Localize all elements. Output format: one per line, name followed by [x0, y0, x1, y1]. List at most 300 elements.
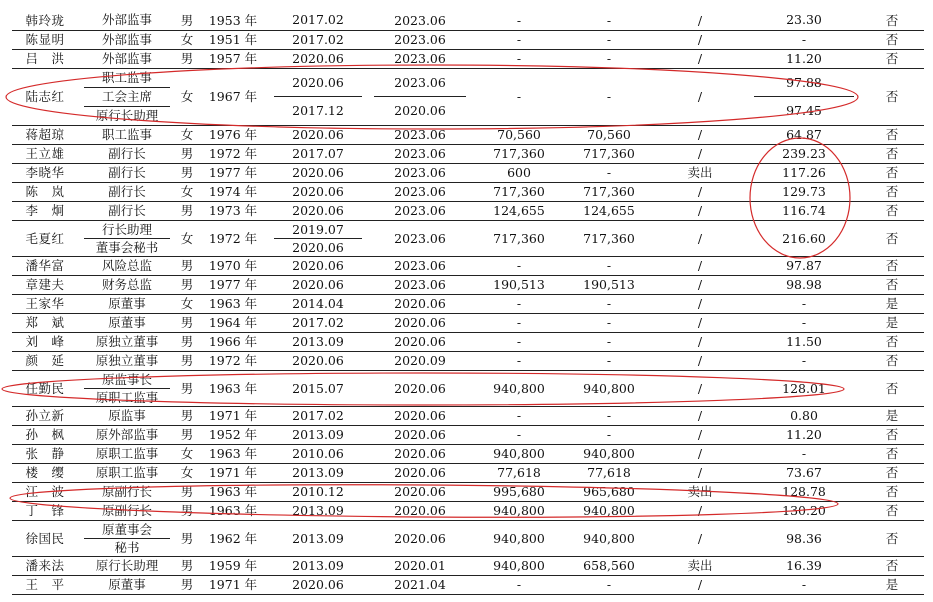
- compensation-cell: [748, 275, 860, 294]
- name-cell: 孙 枫: [12, 425, 78, 444]
- position-cell-line: 原外部监事: [95, 426, 159, 442]
- position-cell-line: 财务总监: [101, 276, 152, 292]
- term-start-cell-line: 2010.06: [292, 445, 344, 461]
- gender-cell: 男: [176, 49, 198, 68]
- position-cell: [78, 201, 176, 220]
- change-reason-cell: /: [652, 520, 748, 556]
- term-start-cell: [268, 182, 368, 201]
- term-end-cell: 2020.06: [368, 294, 472, 313]
- related-party-cell: 是: [860, 575, 924, 594]
- related-party-cell: 否: [860, 125, 924, 144]
- related-party-cell: 是: [860, 294, 924, 313]
- related-party-cell: 是: [860, 406, 924, 425]
- gender-cell: 男: [176, 370, 198, 406]
- table-row: [12, 406, 924, 425]
- compensation-cell-line: 16.39: [786, 557, 822, 573]
- position-cell: [78, 294, 176, 313]
- term-start-cell: [268, 332, 368, 351]
- shares-end-cell: 717,360: [566, 220, 652, 256]
- change-reason-cell: 卖出: [652, 556, 748, 575]
- table-row: [12, 201, 924, 220]
- position-cell: [78, 163, 176, 182]
- term-start-cell-line: 2017.07: [292, 145, 344, 161]
- position-cell: [78, 370, 176, 406]
- table-row: [12, 370, 924, 406]
- term-start-cell: [268, 294, 368, 313]
- term-start-cell: [268, 275, 368, 294]
- term-end-cell: 2020.06: [368, 444, 472, 463]
- change-reason-cell: 卖出: [652, 482, 748, 501]
- compensation-cell-line: 129.73: [782, 183, 826, 199]
- term-end-cell: 2020.06: [368, 332, 472, 351]
- compensation-cell: [748, 11, 860, 30]
- name-cell: 王家华: [12, 294, 78, 313]
- position-cell-line: 原独立董事: [95, 352, 159, 368]
- birth-year-cell: 1971 年: [198, 463, 268, 482]
- birth-year-cell: 1973 年: [198, 201, 268, 220]
- shares-begin-cell: 717,360: [472, 144, 566, 163]
- position-cell: [78, 30, 176, 49]
- shares-end-cell: -: [566, 294, 652, 313]
- position-cell: [78, 332, 176, 351]
- gender-cell: 男: [176, 406, 198, 425]
- table-row: [12, 11, 924, 30]
- position-cell: [78, 144, 176, 163]
- change-reason-cell: /: [652, 201, 748, 220]
- shares-begin-cell: -: [472, 425, 566, 444]
- term-end-cell: 2023.06: [368, 275, 472, 294]
- shares-end-cell: -: [566, 313, 652, 332]
- birth-year-cell: 1963 年: [198, 294, 268, 313]
- term-start-cell: [268, 68, 368, 125]
- position-cell-line: 原监事长: [101, 371, 152, 387]
- term-end-cell: 2020.06: [368, 370, 472, 406]
- related-party-cell: 否: [860, 370, 924, 406]
- gender-cell: 女: [176, 68, 198, 125]
- term-end-cell: 2020.06: [368, 520, 472, 556]
- term-start-cell: [268, 425, 368, 444]
- term-start-cell-line: 2020.06: [292, 202, 344, 218]
- birth-year-cell: 1962 年: [198, 520, 268, 556]
- shares-begin-cell: -: [472, 406, 566, 425]
- compensation-cell-line: -: [801, 314, 807, 330]
- change-reason-cell: /: [652, 182, 748, 201]
- name-cell: 孙立新: [12, 406, 78, 425]
- related-party-cell: 否: [860, 501, 924, 520]
- change-reason-cell: /: [652, 351, 748, 370]
- change-reason-cell: /: [652, 406, 748, 425]
- position-cell-line: 原副行长: [101, 502, 152, 518]
- name-cell: 毛夏红: [12, 220, 78, 256]
- table-row: [12, 351, 924, 370]
- compensation-cell: [748, 144, 860, 163]
- term-start-cell: [268, 351, 368, 370]
- gender-cell: 男: [176, 501, 198, 520]
- compensation-cell-line: 98.98: [786, 276, 822, 292]
- birth-year-cell: 1952 年: [198, 425, 268, 444]
- related-party-cell: 否: [860, 444, 924, 463]
- position-cell: [78, 463, 176, 482]
- term-start-cell-line: 2020.06: [292, 352, 344, 368]
- term-end-cell: 2023.06: [368, 49, 472, 68]
- term-end-cell: 2020.09: [368, 351, 472, 370]
- compensation-cell: [748, 520, 860, 556]
- birth-year-cell: 1959 年: [198, 556, 268, 575]
- compensation-cell-line: 11.20: [786, 426, 822, 442]
- shares-end-cell: 77,618: [566, 463, 652, 482]
- shares-begin-cell: 600: [472, 163, 566, 182]
- name-cell: 刘 峰: [12, 332, 78, 351]
- related-party-cell: 否: [860, 520, 924, 556]
- change-reason-cell: /: [652, 49, 748, 68]
- table-row: [12, 68, 924, 125]
- shares-end-cell: -: [566, 163, 652, 182]
- gender-cell: 女: [176, 444, 198, 463]
- table-row: [12, 49, 924, 68]
- position-cell: [78, 125, 176, 144]
- gender-cell: 男: [176, 332, 198, 351]
- shares-end-cell: 658,560: [566, 556, 652, 575]
- term-start-cell: [268, 256, 368, 275]
- change-reason-cell: /: [652, 444, 748, 463]
- position-cell: [78, 556, 176, 575]
- related-party-cell: 否: [860, 220, 924, 256]
- compensation-cell-line: 130.20: [782, 502, 826, 518]
- position-cell-line: 行长助理: [101, 221, 152, 237]
- shares-begin-cell: 940,800: [472, 370, 566, 406]
- term-start-cell-line: 2013.09: [292, 426, 344, 442]
- birth-year-cell: 1970 年: [198, 256, 268, 275]
- name-cell: 章建夫: [12, 275, 78, 294]
- table-row: [12, 220, 924, 256]
- term-end-cell: 2023.06: [368, 125, 472, 144]
- position-cell-line: 秘书: [84, 538, 170, 556]
- birth-year-cell: 1977 年: [198, 163, 268, 182]
- name-cell: 楼 缨: [12, 463, 78, 482]
- table-row: [12, 575, 924, 594]
- position-cell-line: 原行长助理: [95, 557, 159, 573]
- name-cell: 王立雄: [12, 144, 78, 163]
- term-start-cell-line: 2020.06: [292, 126, 344, 142]
- term-start-cell-line: 2013.09: [292, 530, 344, 546]
- compensation-cell-line: 216.60: [782, 230, 826, 246]
- shares-end-cell: 940,800: [566, 444, 652, 463]
- position-cell: [78, 482, 176, 501]
- gender-cell: 男: [176, 201, 198, 220]
- name-cell: 徐国民: [12, 520, 78, 556]
- shares-begin-cell: 77,618: [472, 463, 566, 482]
- term-start-cell: [268, 463, 368, 482]
- table-row: [12, 144, 924, 163]
- birth-year-cell: 1972 年: [198, 144, 268, 163]
- related-party-cell: 否: [860, 556, 924, 575]
- birth-year-cell: 1974 年: [198, 182, 268, 201]
- table-row: [12, 332, 924, 351]
- shares-end-cell: 940,800: [566, 370, 652, 406]
- compensation-cell-line: 97.88: [786, 75, 822, 90]
- name-cell: 丁 锋: [12, 501, 78, 520]
- shares-end-cell: -: [566, 425, 652, 444]
- term-end-cell: 2020.06: [368, 501, 472, 520]
- term-end-cell: 2023.06: [368, 201, 472, 220]
- term-end-cell-line: 2020.06: [374, 96, 466, 124]
- shares-begin-cell: -: [472, 313, 566, 332]
- term-start-cell-line: 2019.07: [292, 221, 344, 237]
- birth-year-cell: 1967 年: [198, 68, 268, 125]
- compensation-cell-line: 64.87: [786, 126, 822, 142]
- birth-year-cell: 1963 年: [198, 501, 268, 520]
- term-start-cell-line: 2017.12: [274, 96, 362, 124]
- position-cell: [78, 501, 176, 520]
- compensation-cell: [748, 444, 860, 463]
- shares-end-cell: -: [566, 256, 652, 275]
- gender-cell: 男: [176, 275, 198, 294]
- term-start-cell: [268, 444, 368, 463]
- related-party-cell: 否: [860, 30, 924, 49]
- shares-begin-cell: 940,800: [472, 556, 566, 575]
- name-cell: 颜 延: [12, 351, 78, 370]
- compensation-cell: [748, 220, 860, 256]
- shares-begin-cell: -: [472, 294, 566, 313]
- shares-begin-cell: -: [472, 332, 566, 351]
- shares-begin-cell: -: [472, 49, 566, 68]
- birth-year-cell: 1951 年: [198, 30, 268, 49]
- term-start-cell: [268, 220, 368, 256]
- shares-begin-cell: 70,560: [472, 125, 566, 144]
- term-start-cell-line: 2015.07: [292, 380, 344, 396]
- position-cell-line: 副行长: [108, 202, 146, 218]
- compensation-cell: [748, 163, 860, 182]
- birth-year-cell: 1953 年: [198, 11, 268, 30]
- compensation-cell-line: 23.30: [786, 12, 822, 28]
- shares-end-cell: 124,655: [566, 201, 652, 220]
- term-end-cell: 2023.06: [368, 220, 472, 256]
- compensation-cell: [748, 313, 860, 332]
- compensation-cell: [748, 501, 860, 520]
- term-start-cell: [268, 11, 368, 30]
- related-party-cell: 否: [860, 182, 924, 201]
- related-party-cell: 是: [860, 313, 924, 332]
- term-end-cell: 2021.04: [368, 575, 472, 594]
- birth-year-cell: 1957 年: [198, 49, 268, 68]
- term-start-cell-line: 2020.06: [274, 238, 362, 256]
- term-start-cell-line: 2020.06: [292, 183, 344, 199]
- birth-year-cell: 1971 年: [198, 575, 268, 594]
- birth-year-cell: 1963 年: [198, 370, 268, 406]
- table-row: [12, 30, 924, 49]
- related-party-cell: 否: [860, 201, 924, 220]
- term-end-cell-line: 2023.06: [394, 75, 446, 90]
- term-start-cell-line: 2020.06: [292, 50, 344, 66]
- shares-begin-cell: -: [472, 30, 566, 49]
- term-start-cell-line: 2020.06: [292, 164, 344, 180]
- compensation-cell-line: 97.45: [754, 96, 854, 124]
- term-start-cell: [268, 163, 368, 182]
- position-cell: [78, 520, 176, 556]
- related-party-cell: 否: [860, 49, 924, 68]
- shares-end-cell: 940,800: [566, 501, 652, 520]
- table-row: [12, 182, 924, 201]
- position-cell-line: 董事会秘书: [84, 238, 170, 256]
- gender-cell: 女: [176, 30, 198, 49]
- birth-year-cell: 1972 年: [198, 351, 268, 370]
- shares-begin-cell: -: [472, 68, 566, 125]
- position-cell-line: 外部监事: [101, 12, 152, 28]
- shares-begin-cell: 940,800: [472, 501, 566, 520]
- table-row: [12, 294, 924, 313]
- term-end-cell: 2020.01: [368, 556, 472, 575]
- compensation-cell: [748, 294, 860, 313]
- term-end-cell: 2023.06: [368, 256, 472, 275]
- position-cell-line: 外部监事: [101, 50, 152, 66]
- name-cell: 任勤民: [12, 370, 78, 406]
- position-cell: [78, 182, 176, 201]
- compensation-cell: [748, 68, 860, 125]
- term-start-cell-line: 2020.06: [292, 576, 344, 592]
- birth-year-cell: 1972 年: [198, 220, 268, 256]
- gender-cell: 男: [176, 575, 198, 594]
- table-row: [12, 482, 924, 501]
- name-cell: 郑 斌: [12, 313, 78, 332]
- related-party-cell: 否: [860, 275, 924, 294]
- shares-end-cell: -: [566, 49, 652, 68]
- table-row: [12, 556, 924, 575]
- gender-cell: 女: [176, 182, 198, 201]
- shares-begin-cell: -: [472, 575, 566, 594]
- related-party-cell: 否: [860, 11, 924, 30]
- gender-cell: 女: [176, 294, 198, 313]
- shares-begin-cell: -: [472, 256, 566, 275]
- position-cell-line: 原监事: [108, 407, 146, 423]
- shares-end-cell: -: [566, 575, 652, 594]
- term-start-cell-line: 2020.06: [292, 276, 344, 292]
- shares-begin-cell: 717,360: [472, 220, 566, 256]
- change-reason-cell: /: [652, 220, 748, 256]
- table-row: [12, 313, 924, 332]
- related-party-cell: 否: [860, 163, 924, 182]
- compensation-cell-line: -: [801, 295, 807, 311]
- position-cell-line: 原独立董事: [95, 333, 159, 349]
- compensation-cell: [748, 256, 860, 275]
- name-cell: 韩玲珑: [12, 11, 78, 30]
- position-cell: [78, 313, 176, 332]
- change-reason-cell: /: [652, 575, 748, 594]
- term-end-cell: 2023.06: [368, 182, 472, 201]
- position-cell: [78, 575, 176, 594]
- position-cell-line: 原董事: [108, 314, 146, 330]
- position-cell: [78, 220, 176, 256]
- compensation-cell: [748, 463, 860, 482]
- compensation-cell: [748, 201, 860, 220]
- name-cell: 李晓华: [12, 163, 78, 182]
- compensation-cell: [748, 332, 860, 351]
- position-cell-line: 职工监事: [101, 126, 152, 142]
- position-cell: [78, 11, 176, 30]
- personnel-table: [12, 11, 924, 595]
- term-start-cell: [268, 575, 368, 594]
- compensation-cell: [748, 49, 860, 68]
- compensation-cell-line: 98.36: [786, 530, 822, 546]
- position-cell: [78, 256, 176, 275]
- gender-cell: 男: [176, 11, 198, 30]
- shares-begin-cell: 995,680: [472, 482, 566, 501]
- gender-cell: 女: [176, 220, 198, 256]
- position-cell: [78, 275, 176, 294]
- term-start-cell-line: 2020.06: [292, 257, 344, 273]
- related-party-cell: 否: [860, 144, 924, 163]
- birth-year-cell: 1963 年: [198, 444, 268, 463]
- gender-cell: 女: [176, 463, 198, 482]
- related-party-cell: 否: [860, 425, 924, 444]
- table-row: [12, 463, 924, 482]
- compensation-cell-line: 73.67: [786, 464, 822, 480]
- term-start-cell: [268, 144, 368, 163]
- shares-begin-cell: -: [472, 11, 566, 30]
- gender-cell: 男: [176, 482, 198, 501]
- compensation-cell: [748, 575, 860, 594]
- name-cell: 陆志红: [12, 68, 78, 125]
- term-start-cell-line: 2017.02: [292, 314, 344, 330]
- name-cell: 王 平: [12, 575, 78, 594]
- term-start-cell-line: 2017.02: [292, 12, 344, 28]
- compensation-cell-line: 11.20: [786, 50, 822, 66]
- change-reason-cell: /: [652, 256, 748, 275]
- term-end-cell: [368, 68, 472, 125]
- change-reason-cell: /: [652, 313, 748, 332]
- change-reason-cell: /: [652, 144, 748, 163]
- birth-year-cell: 1976 年: [198, 125, 268, 144]
- table-row: [12, 501, 924, 520]
- table-row: [12, 444, 924, 463]
- table-row: [12, 163, 924, 182]
- shares-end-cell: 717,360: [566, 182, 652, 201]
- shares-end-cell: 717,360: [566, 144, 652, 163]
- position-cell-line: 原董事: [108, 295, 146, 311]
- compensation-cell: [748, 406, 860, 425]
- compensation-cell: [748, 482, 860, 501]
- shares-end-cell: -: [566, 332, 652, 351]
- term-end-cell: 2020.06: [368, 313, 472, 332]
- name-cell: 陈 岚: [12, 182, 78, 201]
- position-cell: [78, 444, 176, 463]
- position-cell: [78, 425, 176, 444]
- term-start-cell-line: 2013.09: [292, 333, 344, 349]
- term-start-cell-line: 2014.04: [292, 295, 344, 311]
- shares-end-cell: -: [566, 68, 652, 125]
- change-reason-cell: /: [652, 370, 748, 406]
- position-cell-line: 工会主席: [84, 87, 170, 106]
- table-row: [12, 256, 924, 275]
- gender-cell: 男: [176, 256, 198, 275]
- change-reason-cell: /: [652, 68, 748, 125]
- shares-begin-cell: 940,800: [472, 444, 566, 463]
- position-cell: [78, 49, 176, 68]
- change-reason-cell: 卖出: [652, 163, 748, 182]
- term-end-cell: 2020.06: [368, 406, 472, 425]
- term-end-cell: 2023.06: [368, 144, 472, 163]
- position-cell-line: 职工监事: [101, 69, 152, 85]
- gender-cell: 男: [176, 520, 198, 556]
- shares-begin-cell: 190,513: [472, 275, 566, 294]
- position-cell: [78, 406, 176, 425]
- position-cell-line: 风险总监: [101, 257, 152, 273]
- position-cell-line: 原行长助理: [84, 106, 170, 125]
- term-start-cell-line: 2017.02: [292, 31, 344, 47]
- compensation-cell: [748, 125, 860, 144]
- name-cell: 陈显明: [12, 30, 78, 49]
- compensation-cell-line: 117.26: [782, 164, 826, 180]
- change-reason-cell: /: [652, 11, 748, 30]
